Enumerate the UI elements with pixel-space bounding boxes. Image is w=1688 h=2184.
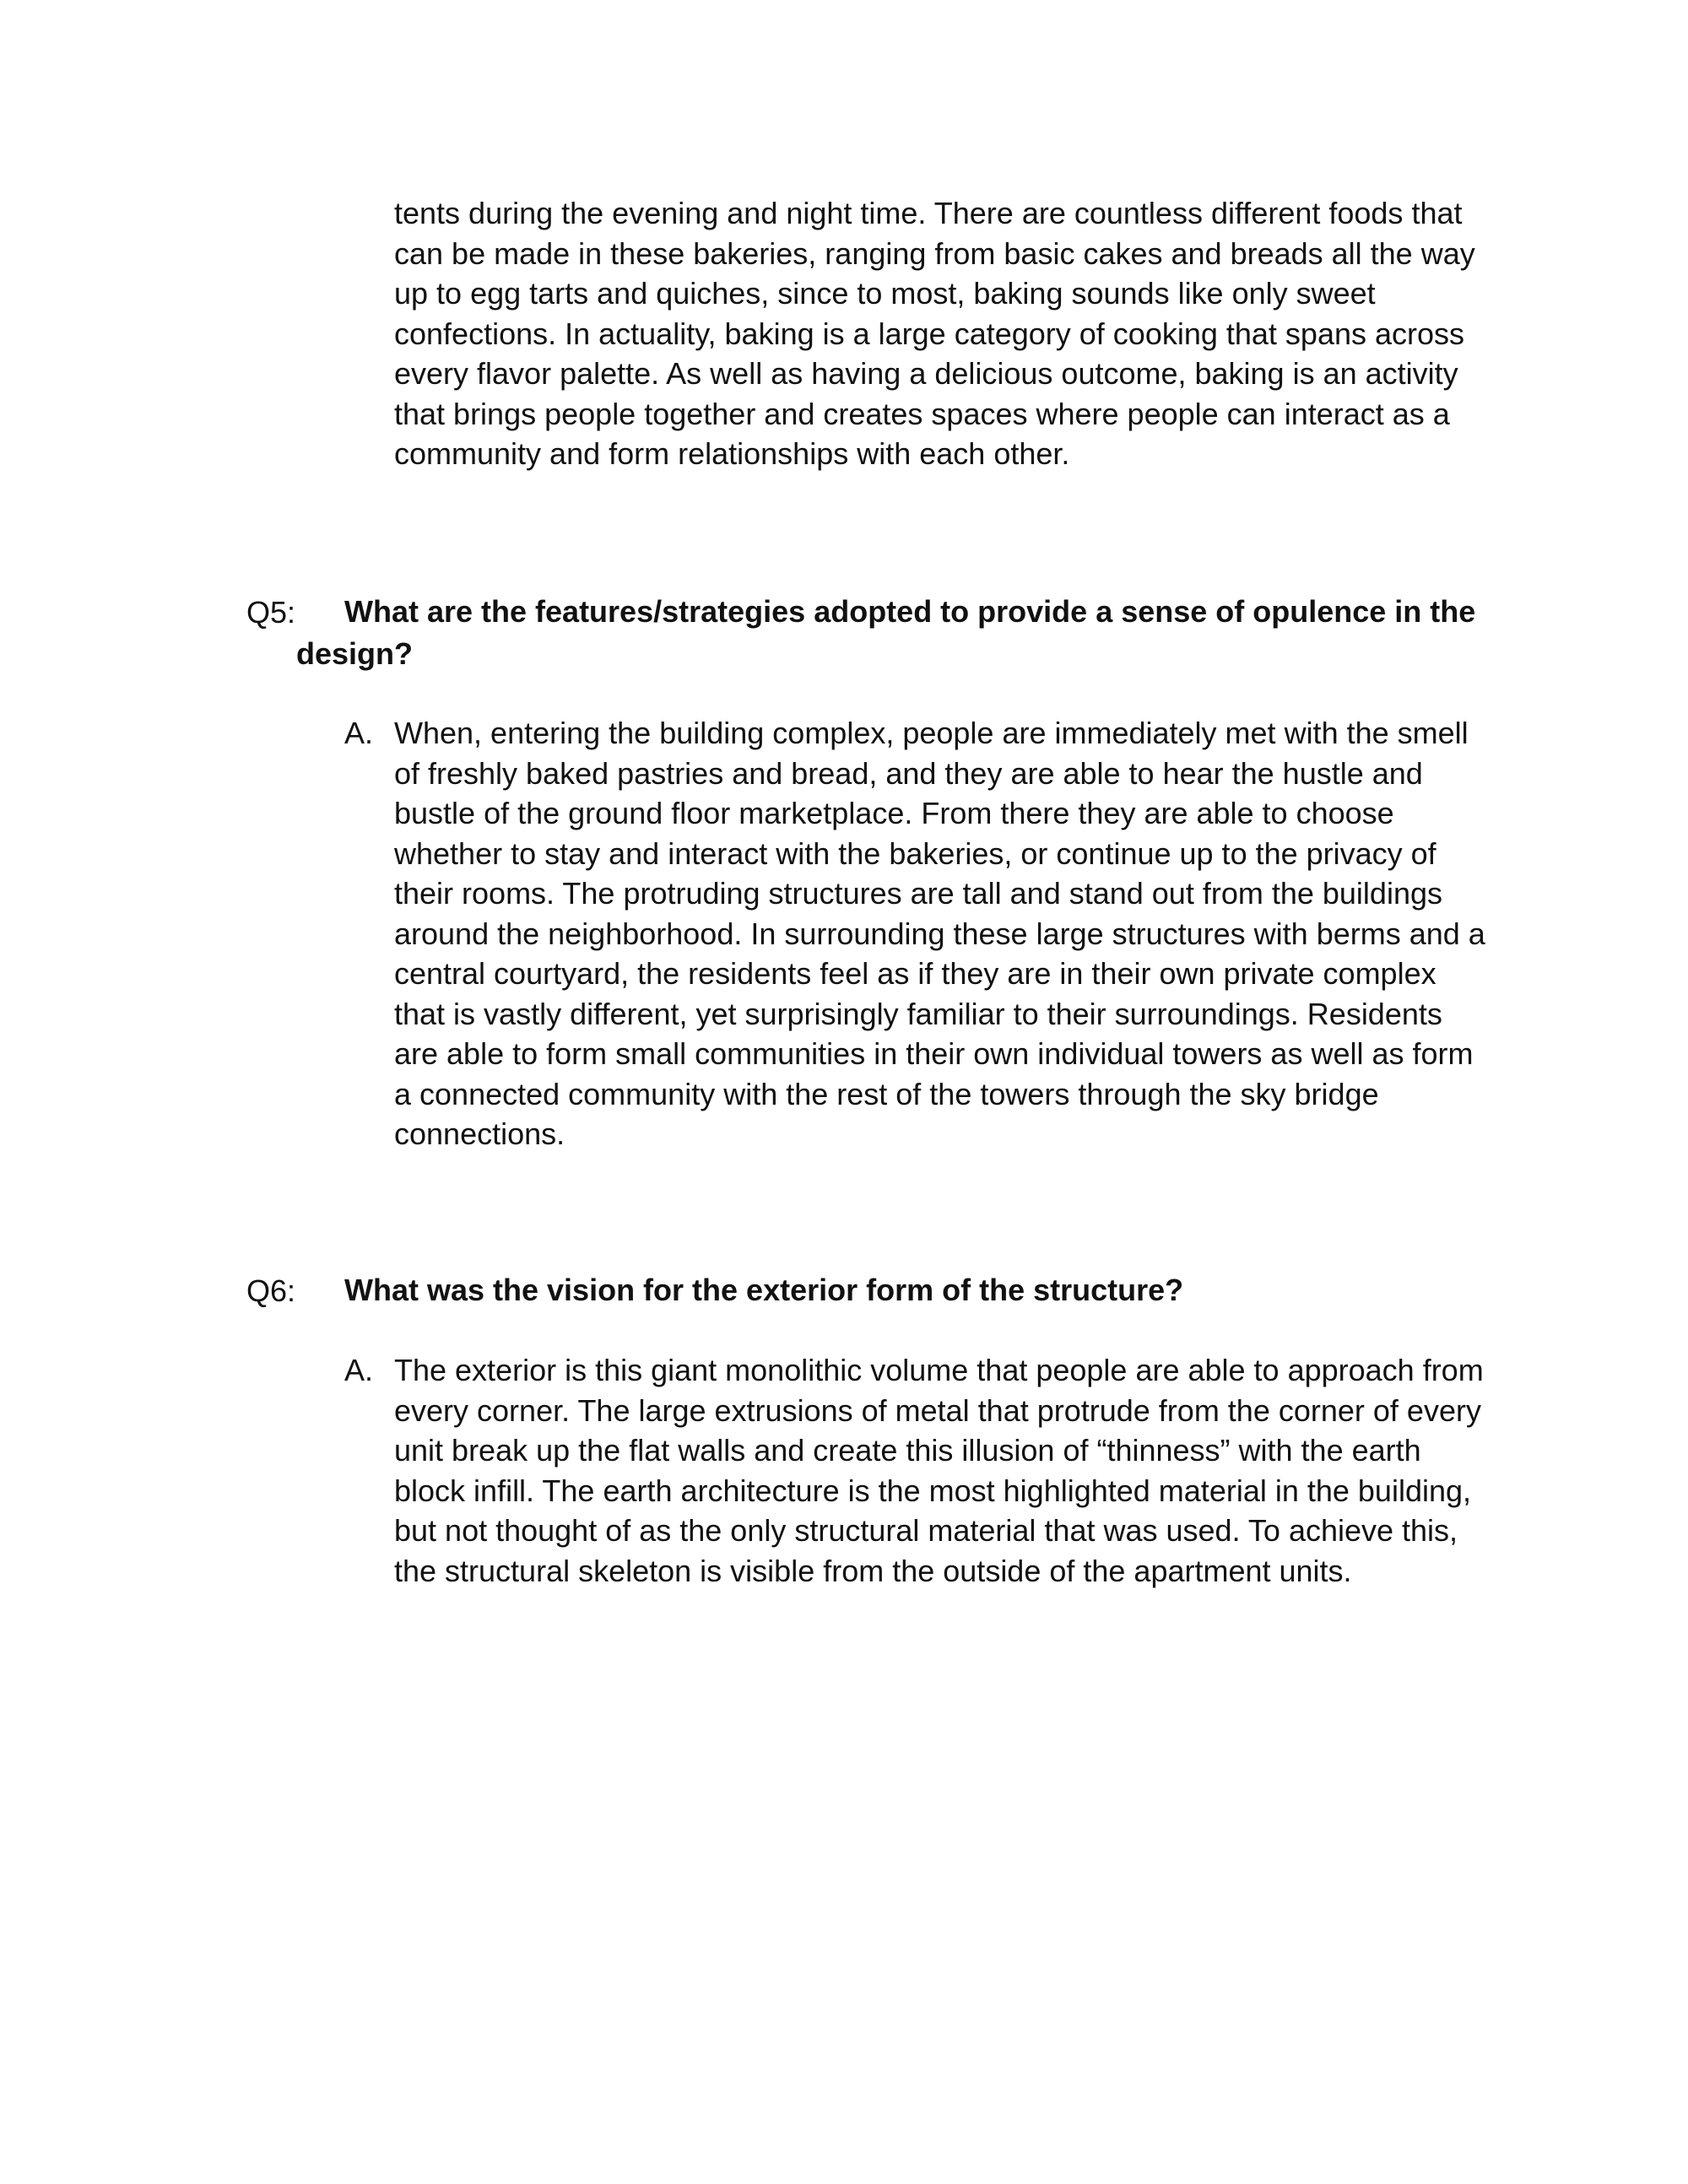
text-line: bustle of the ground floor marketplace. From there they are able to choose xyxy=(394,796,1394,830)
question-number: Q6: xyxy=(246,1273,296,1308)
answer-paragraph xyxy=(394,713,1485,1154)
text-line: When, entering the building complex, people are immediately met with the smell xyxy=(394,716,1469,750)
answer-paragraph xyxy=(394,1350,1484,1591)
question-text: What are the features/strategies adopted to provide a sense of opulence in the xyxy=(344,594,1476,629)
question-text-continued: design? xyxy=(296,636,414,671)
text-line: that is vastly different, yet surprisingly familiar to their surroundings. Residents xyxy=(394,996,1442,1031)
text-line: The exterior is this giant monolithic volume that people are able to approach from xyxy=(394,1353,1484,1387)
text-line: the structural skeleton is visible from the outside of the apartment units. xyxy=(394,1553,1352,1588)
intro-paragraph xyxy=(394,193,1475,474)
text-line: up to egg tarts and quiches, since to most, baking sounds like only sweet xyxy=(394,276,1376,311)
text-line: connections. xyxy=(394,1116,565,1151)
text-line: block infill. The earth architecture is the most highlighted material in the building, xyxy=(394,1473,1472,1508)
text-line: community and form relationships with each other. xyxy=(394,436,1070,471)
text-line: their rooms. The protruding structures are tall and stand out from the buildings xyxy=(394,876,1442,911)
text-line: a connected community with the rest of the towers through the sky bridge xyxy=(394,1076,1379,1111)
text-line: are able to form small communities in their own individual towers as well as form xyxy=(394,1036,1474,1071)
text-line: confections. In actuality, baking is a large category of cooking that spans across xyxy=(394,316,1465,351)
text-line: central courtyard, the residents feel as if they are in their own private complex xyxy=(394,956,1436,991)
answer-label: A. xyxy=(344,1353,374,1387)
text-line: every corner. The large extrusions of metal that protrude from the corner of every xyxy=(394,1392,1481,1428)
text-line: of freshly baked pastries and bread, and they are able to hear the hustle and xyxy=(394,755,1423,791)
text-line: unit break up the flat walls and create this illusion of “thinness” with the earth xyxy=(394,1433,1421,1468)
text-line: but not thought of as the only structural material that was used. To achieve this, xyxy=(394,1513,1458,1548)
text-line: that brings people together and creates spaces where people can interact as a xyxy=(394,396,1450,431)
text-line: whether to stay and interact with the bakeries, or continue up to the privacy of xyxy=(394,835,1436,871)
question-text: What was the vision for the exterior form of the structure? xyxy=(344,1273,1184,1307)
question-number: Q5: xyxy=(246,595,296,630)
answer-label: A. xyxy=(344,716,374,750)
text-line: around the neighborhood. In surrounding these large structures with berms and a xyxy=(394,916,1485,951)
text-line: can be made in these bakeries, ranging from basic cakes and breads all the way xyxy=(394,235,1475,271)
text-line: tents during the evening and night time. There are countless different foods that xyxy=(394,196,1463,230)
text-line: every flavor palette. As well as having a delicious outcome, baking is an activity xyxy=(394,356,1458,391)
